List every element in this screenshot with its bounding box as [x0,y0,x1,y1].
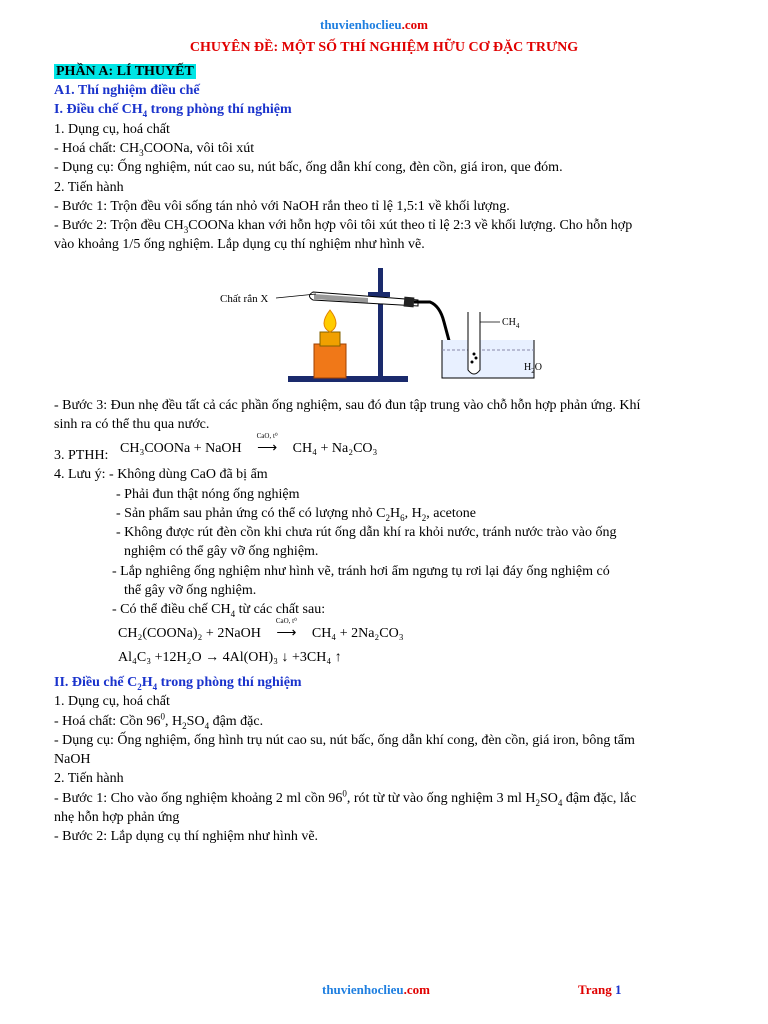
note-3: - Không được rút đèn cồn khi chưa rút ống dẫn khí ra khỏi nước, tránh nước trào vào ống [116,525,617,540]
s2-line-3: - Dụng cụ: Ống nghiệm, ống hình trụ nút cao su, nút bấc, ống dẫn khí cong, đèn cồn, giá iron, bông tẩm [54,733,635,748]
s1-line-7: vào khoảng 1/5 ống nghiệm. Lắp dụng cụ thí nghiệm như hình vẽ. [54,237,425,252]
note-2: - Sản phẩm sau phản ứng có thể có lượng nhỏ $C_2H_6$, $H_2$, acetone [116,506,476,523]
s2-line-5: - Bước 1: Cho vào ống nghiệm khoảng 2 ml cồn $96^0$, rót từ từ vào ống nghiệm 3 ml $H_2SO_4$ đậm đặc, lắc [54,788,637,808]
s1-line-2: - Hoá chất: $CH_3COONa$, vôi tôi xút [54,141,255,158]
note-heading: 4. Lưu ý: - Không dùng CaO đã bị ẩm [54,467,268,482]
stand-base [288,376,408,382]
alcohol-lamp-body [314,344,346,378]
reaction-arrow: CaO, t⁰ ⟶ [256,432,278,456]
part-a-heading: PHẦN A: LÍ THUYẾT [56,64,194,79]
s2-line-2: - Hoá chất: Cồn $96^0$, $H_2SO_4$ đậm đặc. [54,711,264,731]
equation-2: CH₂(COONa)₂ + 2NaOH CaO, t⁰ ⟶ CH₄ + 2Na₂CO₃ [118,617,404,641]
s1-line-4: 2. Tiến hành [54,180,124,195]
section-2-heading: II. Điều chế $C_2H_4$ trong phòng thí nghiệm [54,675,302,692]
s1-line-8: - Bước 3: Đun nhẹ đều tất cả các phần ống nghiệm, sau đó đun tập trung vào chỗ hỗn hợp phản ứng. Khí [54,398,641,413]
section-1-heading: I. Điều chế $CH_4$ trong phòng thí nghiệm [54,102,292,119]
page-number: Trang 1 [578,982,622,997]
gas-bubble [473,353,476,356]
alcohol-lamp-top [320,332,340,346]
equation-1: CH₃COONa + NaOH CaO, t⁰ ⟶ CH₄ + Na₂CO₃ [120,432,378,456]
label-solid-x: Chất rắn X [220,293,269,305]
note-4: - Lắp nghiêng ống nghiệm như hình vẽ, tránh hơi ẩm ngưng tụ rơi lại đáy ống nghiệm có [112,564,610,579]
reaction-arrow: CaO, t⁰ ⟶ [275,617,297,641]
gas-bubble [471,361,474,364]
stand-rod [378,268,383,378]
site-name-footer[interactable]: thuvienhoclieu.com [322,982,430,997]
document-title: CHUYÊN ĐỀ: MỘT SỐ THÍ NGHIỆM HỮU CƠ ĐẶC TRƯNG [189,40,579,55]
pthh-label: 3. PTHH: [54,448,109,463]
equation-3: Al₄C₃ +12H₂O → 4Al(OH)₃ ↓ +3CH₄ ↑ [118,650,342,665]
note-4-cont: thể gây vỡ ống nghiệm. [124,583,257,598]
s2-line-3-cont: NaOH [54,752,91,767]
s2-line-4: 2. Tiến hành [54,771,124,786]
flame-icon [324,310,336,332]
note-5: - Có thể điều chế $CH_4$ từ các chất sau: [112,602,326,619]
stopper [404,297,415,308]
s2-line-7: - Bước 2: Lắp dụng cụ thí nghiệm như hình vẽ. [54,829,319,844]
gas-bubble [475,357,478,360]
note-1: - Phải đun thật nóng ống nghiệm [116,487,300,502]
methane-apparatus-figure [218,262,558,388]
s1-line-9: sinh ra có thể thu qua nước. [54,417,210,432]
s2-line-1: 1. Dụng cụ, hoá chất [54,694,170,709]
s1-line-3: - Dụng cụ: Ống nghiệm, nút cao su, nút bấc, ống dẫn khí cong, đèn cồn, giá iron, que đóm. [54,160,563,175]
s1-line-1: 1. Dụng cụ, hoá chất [54,122,170,137]
s1-line-6: - Bước 2: Trộn đều $CH_3COONa$ khan với hỗn hợp vôi tôi xút theo tỉ lệ 2:3 về khối lượng. Cho hỗn hợp [54,218,633,235]
collecting-tube [468,312,480,374]
s1-line-5: - Bước 1: Trộn đều vôi sống tán nhỏ với NaOH rắn theo tỉ lệ 1,5:1 về khối lượng. [54,199,510,214]
water-trough [442,340,534,378]
label-ch4: $CH_4$ [502,317,520,330]
s2-line-6: nhẹ hỗn hợp phản ứng [54,810,180,825]
site-name-header[interactable]: thuvienhoclieu.com [320,17,428,32]
note-3-cont: nghiệm có thể gây vỡ ống nghiệm. [124,544,319,559]
a1-heading: A1. Thí nghiệm điều chế [54,83,200,98]
label-h2o: $H_2O$ [524,362,542,375]
